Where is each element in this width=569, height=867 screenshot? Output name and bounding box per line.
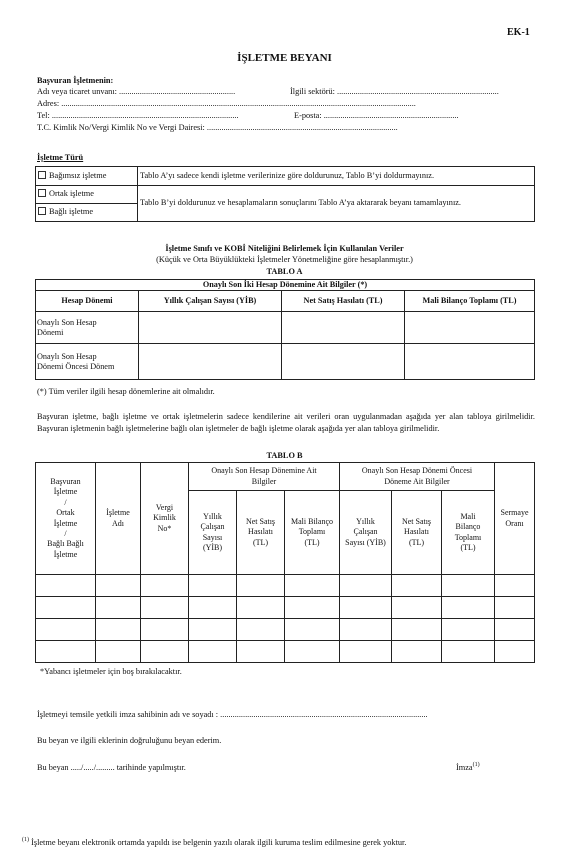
option-independent[interactable]: Bağımsız işletme bbox=[36, 167, 138, 186]
cell-input[interactable] bbox=[405, 344, 535, 380]
cell-input[interactable] bbox=[405, 312, 535, 344]
sub-net-sales-prev: Net Satış Hasılatı (TL) bbox=[392, 491, 442, 575]
group-last-period: Onaylı Son Hesap Dönemine Ait Bilgiler bbox=[189, 463, 340, 491]
cell-input[interactable] bbox=[282, 344, 405, 380]
phone-field-line[interactable]: Tel: .......................................................................................... bbox=[37, 111, 239, 120]
sub-net-sales: Net Satış Hasılatı (TL) bbox=[237, 491, 285, 575]
cell-input[interactable] bbox=[282, 312, 405, 344]
header-balance: Mali Bilanço Toplamı (TL) bbox=[405, 291, 535, 312]
row-last-period: Onaylı Son Hesap Dönemi bbox=[36, 312, 139, 344]
note-independent: Tablo A’yı sadece kendi işletme verilerinize göre doldurunuz, Tablo B’yi doldurmayınız. bbox=[138, 167, 535, 186]
sub-employees: Yıllık Çalışan Sayısı (YİB) bbox=[189, 491, 237, 575]
option-partner[interactable]: Ortak işletme bbox=[36, 186, 138, 204]
sub-employees-prev: Yıllık Çalışan Sayısı (YİB) bbox=[340, 491, 392, 575]
page-title: İŞLETME BEYANI bbox=[237, 52, 332, 64]
business-type-heading: İşletme Türü bbox=[37, 153, 84, 162]
business-type-table bbox=[35, 166, 535, 222]
signature-label: İmza$^{(1)}$ bbox=[456, 762, 480, 772]
header-period: Hesap Dönemi bbox=[36, 291, 139, 312]
sub-balance-prev: Mali Bilanço Toplamı (TL) bbox=[442, 491, 495, 575]
declaration-text: Bu beyan ve ilgili eklerinin doğruluğunu beyan ederim. bbox=[37, 736, 222, 745]
header-employees: Yıllık Çalışan Sayısı (YİB) bbox=[139, 291, 282, 312]
cell-input[interactable] bbox=[139, 344, 282, 380]
sector-field-line[interactable]: İlgili sektörü: .............................................................................. bbox=[290, 87, 499, 96]
instruction-paragraph: Başvuran işletme, bağlı işletme ve ortak işletmelerin sadece kendilerine ait verileri oran uygulanmadan aşağıda yer alan tabloya girilmelidir. Başvuran işletmenin bağlı işletmelerine bağlı olan işletmeler de bağlı işletme olarak aşağıda yer alan tabloya girilmelidir. bbox=[37, 412, 535, 434]
option-linked[interactable]: Bağlı işletme bbox=[36, 204, 138, 222]
header-net-sales: Net Satış Hasılatı (TL) bbox=[282, 291, 405, 312]
group-previous-period: Onaylı Son Hesap Dönemi Öncesi Döneme Ait Bilgiler bbox=[340, 463, 495, 491]
cell-input[interactable] bbox=[139, 312, 282, 344]
email-field-line[interactable]: E-posta: ................................................................. bbox=[294, 111, 459, 120]
sub-balance: Mali Bilanço Toplamı (TL) bbox=[285, 491, 340, 575]
table-a-footnote: (*) Tüm veriler ilgili hesap dönemlerine ait olmalıdır. bbox=[37, 387, 215, 396]
name-field-line[interactable]: Adı veya ticaret unvanı: ........................................................ bbox=[37, 87, 236, 96]
id-field-line[interactable]: T.C. Kimlik No/Vergi Kimlik No ve Vergi Dairesi: ............................................................................................ bbox=[37, 123, 398, 132]
table-b-footnote: *Yabancı işletmeler için boş bırakılacaktır. bbox=[40, 667, 182, 676]
section-title: İşletme Sınıfı ve KOBİ Niteliğini Belirlemek İçin Kullanılan Veriler bbox=[165, 244, 404, 253]
date-line[interactable]: Bu beyan ...../...../......... tarihinde yapılmıştır. bbox=[37, 763, 186, 772]
note-partner-linked: Tablo B’yi doldurunuz ve hesaplamaların sonuçlarını Tablo A’ya aktararak beyanı tamamlayınız. bbox=[138, 186, 535, 222]
table-a-label: TABLO A bbox=[266, 267, 303, 276]
col-enterprise-type: Başvuran İşletme / Ortak İşletme / Bağlı Bağlı İşletme bbox=[36, 463, 96, 575]
representative-line[interactable]: İşletmeyi temsile yetkili imza sahibinin adı ve soyadı : .................................................................................................... bbox=[37, 710, 428, 719]
row-previous-period: Onaylı Son Hesap Dönemi Öncesi Dönem bbox=[36, 344, 139, 380]
checkbox-icon[interactable] bbox=[38, 207, 46, 215]
table-row[interactable] bbox=[36, 597, 96, 619]
bottom-footnote: $^{(1)}$ İşletme beyanı elektronik ortamda yapıldı ise belgenin yazılı olarak ilgili kuruma teslim edilmesine gerek yoktur. bbox=[22, 837, 407, 847]
table-row[interactable] bbox=[36, 641, 96, 663]
table-b bbox=[35, 462, 535, 663]
checkbox-icon[interactable] bbox=[38, 189, 46, 197]
table-row[interactable] bbox=[36, 619, 96, 641]
address-field-line[interactable]: Adres: ........................................................................................................................................................................... bbox=[37, 99, 416, 108]
annex-label: EK-1 bbox=[507, 27, 530, 38]
section-subtitle: (Küçük ve Orta Büyüklükteki İşletmeler Yönetmeliğine göre hesaplanmıştır.) bbox=[156, 255, 413, 264]
applicant-heading: Başvuran İşletmenin: bbox=[37, 76, 114, 85]
col-enterprise-name: İşletme Adı bbox=[96, 463, 141, 575]
table-a bbox=[35, 279, 535, 380]
table-row[interactable] bbox=[36, 575, 96, 597]
col-capital-ratio: Sermaye Oranı bbox=[495, 463, 535, 575]
checkbox-icon[interactable] bbox=[38, 171, 46, 179]
table-b-label: TABLO B bbox=[266, 451, 303, 460]
col-tax-id: Vergi Kimlik No* bbox=[141, 463, 189, 575]
table-a-caption: Onaylı Son İki Hesap Dönemine Ait Bilgiler (*) bbox=[36, 280, 535, 291]
